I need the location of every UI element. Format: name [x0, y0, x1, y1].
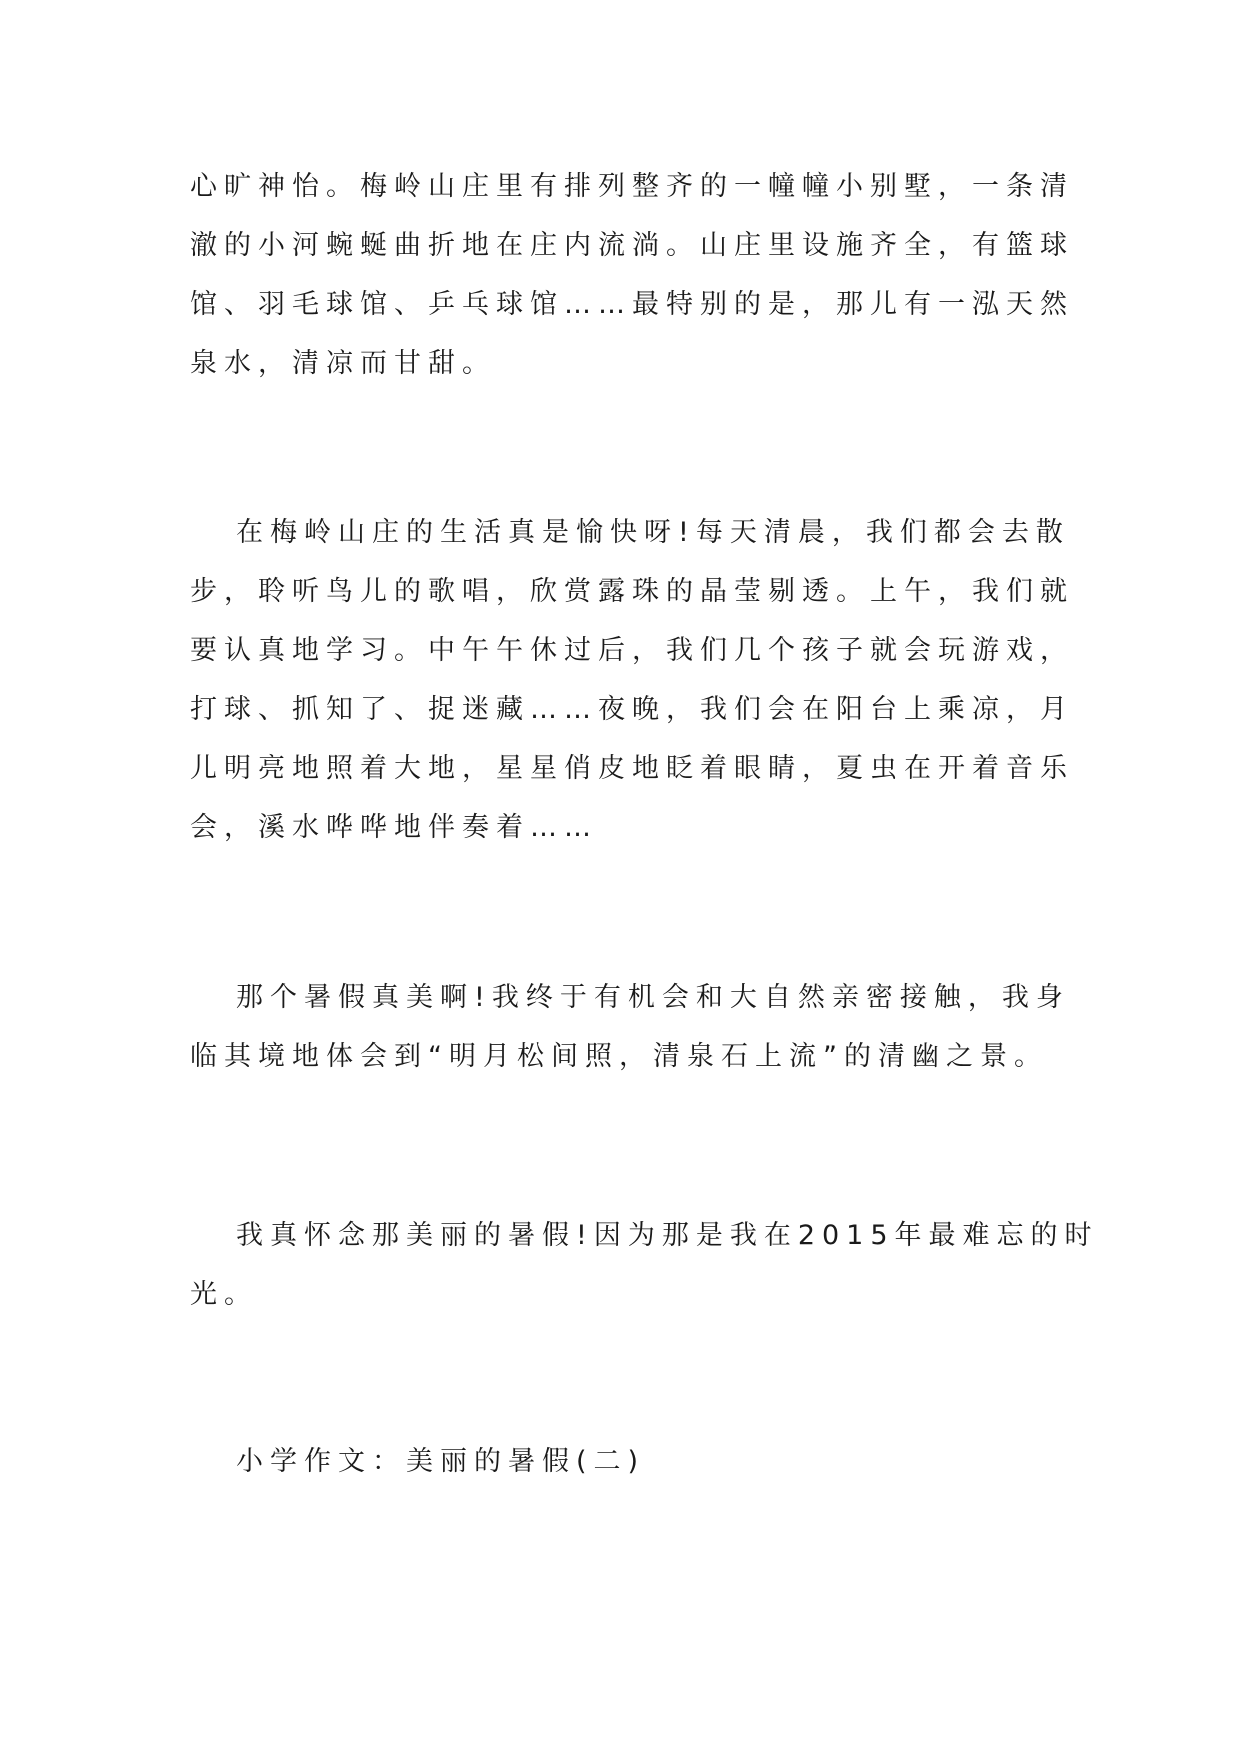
paragraph-line: 心旷神怡。梅岭山庄里有排列整齐的一幢幢小别墅，一条清: [190, 171, 1074, 202]
paragraph-line: 在梅岭山庄的生活真是愉快呀!每天清晨，我们都会去散: [236, 517, 1070, 548]
paragraph-1: [190, 157, 1074, 393]
paragraph-line: 光。: [190, 1279, 258, 1310]
paragraph-line: 馆、羽毛球馆、乒乓球馆……最特别的是，那儿有一泓天然: [190, 289, 1074, 320]
paragraph-line: 要认真地学习。中午午休过后，我们几个孩子就会玩游戏，: [190, 635, 1074, 666]
paragraph-line: 儿明亮地照着大地，星星俏皮地眨着眼睛，夏虫在开着音乐: [190, 753, 1074, 784]
paragraph-line: 临其境地体会到“明月松间照，清泉石上流”的清幽之景。: [190, 1041, 1048, 1072]
paragraph-4: [190, 1206, 1099, 1324]
paragraph-line: 澈的小河蜿蜒曲折地在庄内流淌。山庄里设施齐全，有篮球: [190, 230, 1074, 261]
paragraph-line: 会，溪水哗哗地伴奏着……: [190, 812, 598, 843]
paragraph-line: 我真怀念那美丽的暑假!因为那是我在2015年最难忘的时: [236, 1220, 1099, 1251]
paragraph-line: 泉水，清凉而甘甜。: [190, 348, 496, 379]
paragraph-2: [190, 503, 1074, 857]
paragraph-line: 那个暑假真美啊!我终于有机会和大自然亲密接触，我身: [236, 982, 1070, 1013]
paragraph-line: 打球、抓知了、捉迷藏……夜晚，我们会在阳台上乘凉，月: [190, 694, 1074, 725]
paragraph-line: 步，聆听鸟儿的歌唱，欣赏露珠的晶莹剔透。上午，我们就: [190, 576, 1074, 607]
paragraph-line: 小学作文：美丽的暑假(二): [236, 1446, 646, 1477]
section-heading: [190, 1432, 1060, 1491]
paragraph-3: [190, 968, 1070, 1086]
